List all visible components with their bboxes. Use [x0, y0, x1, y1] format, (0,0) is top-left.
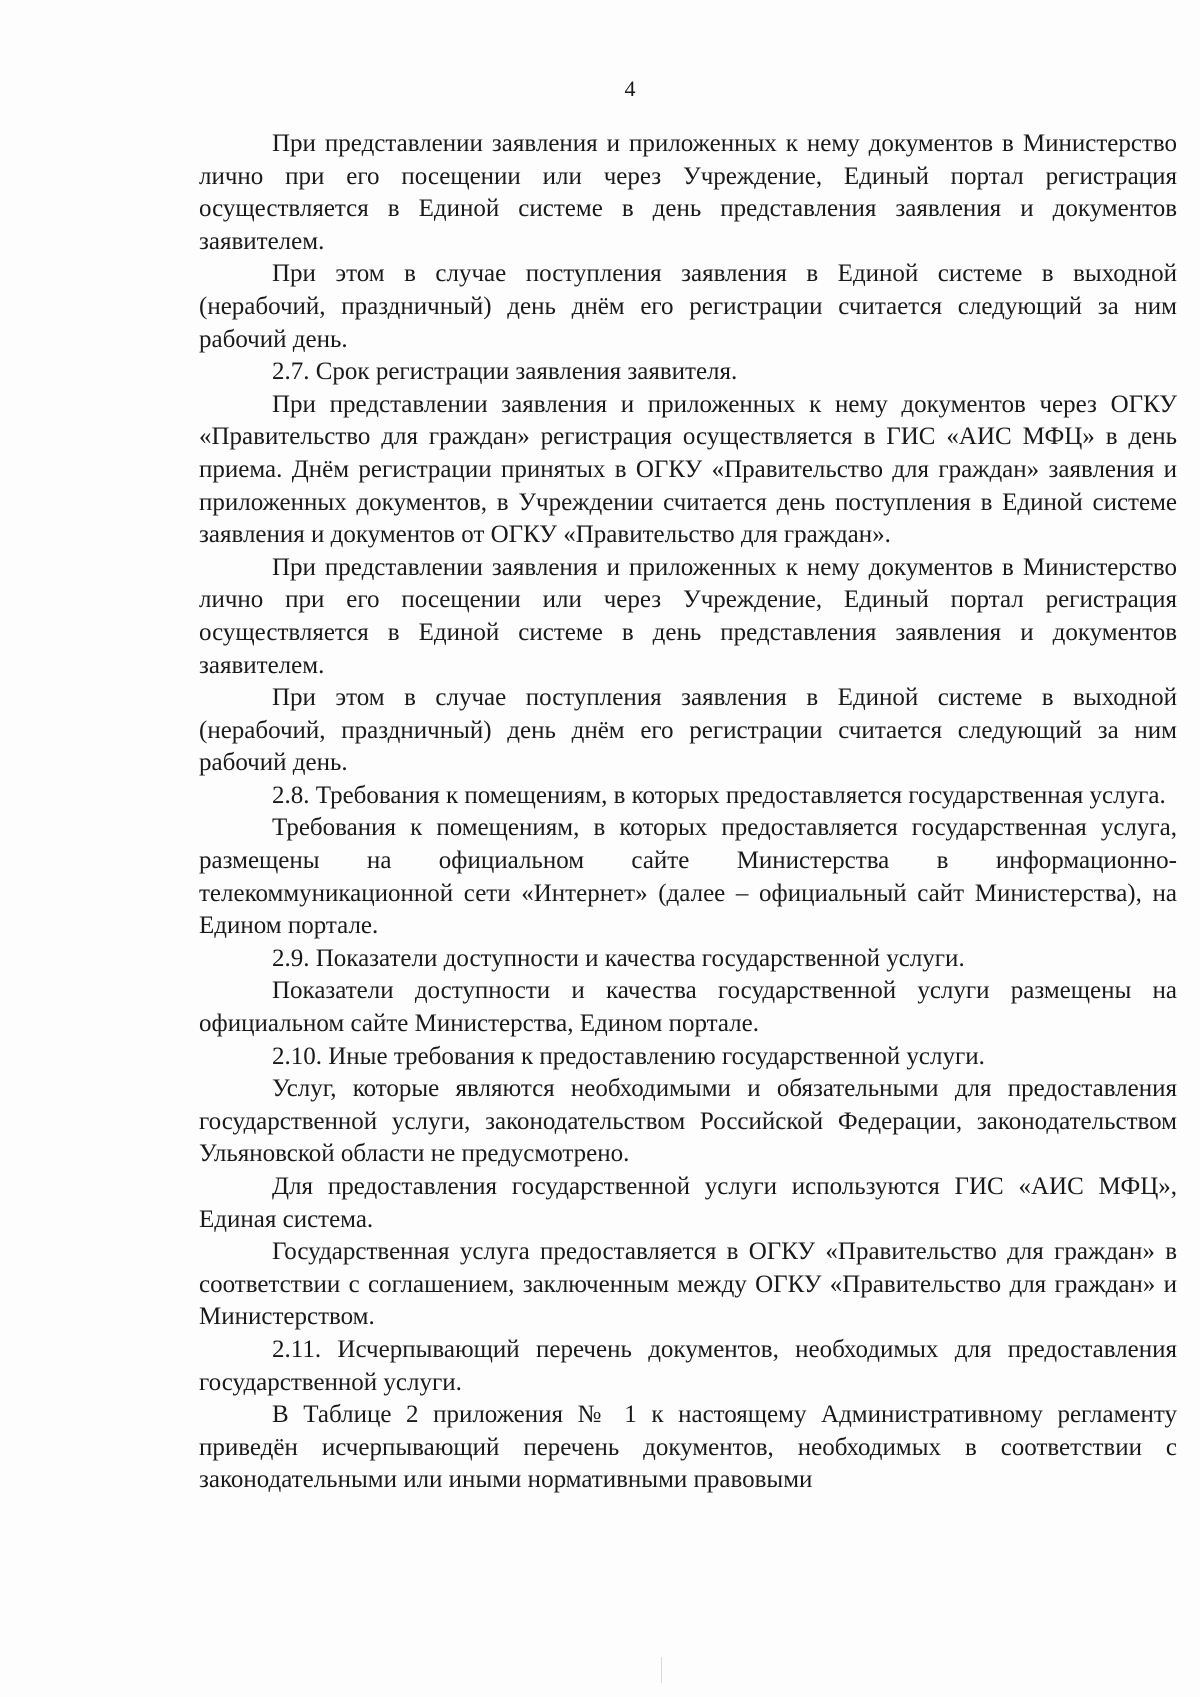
paragraph-weekend-registration-repeat: При этом в случае поступления заявления в Единой системе в выходной (нерабочий, праздничный) день днём его регистрации считается следующий за ним рабочий день. — [199, 684, 1177, 777]
paragraph-service-agreement: Государственная услуга предоставляется в ОГКУ «Правительство для граждан» в соответствии с соглашением, заключенным между ОГКУ «Правительство для граждан» и Министерством. — [199, 1238, 1177, 1331]
scan-artifact-line — [661, 1657, 662, 1683]
paragraph-quality-indicators: Показатели доступности и качества государственной услуги размещены на официальном сайте Министерства, Едином портале. — [199, 977, 1177, 1038]
section-heading-2-11: 2.11. Исчерпывающий перечень документов, необходимых для предоставления государственной услуги. — [199, 1335, 1177, 1396]
paragraph-documents-list: В Таблице 2 приложения № 1 к настоящему Административному регламенту приведён исчерпывающий перечень документов, необходимых в соответствии с законодательными или иными нормативными правовыми — [199, 1401, 1177, 1494]
paragraph-registration-ogku: При представлении заявления и приложенных к нему документов через ОГКУ «Правительство для граждан» регистрация осуществляется в ГИС «АИС МФЦ» в день приема. Днём регистрации принятых в ОГКУ «Правительство для граждан» заявления и приложенных документов, в Учреждении считается день поступления в Единой системе заявления и документов от ОГКУ «Правительство для граждан». — [199, 390, 1177, 549]
paragraph-mandatory-services: Услуг, которые являются необходимыми и обязательными для предоставления государственной услуги, законодательством Российской Федерации, законодательством Ульяновской области не предусмотрено. — [199, 1075, 1177, 1168]
section-heading-2-9: 2.9. Показатели доступности и качества государственной услуги. — [272, 944, 965, 972]
paragraph-registration-ministry: При представлении заявления и приложенных к нему документов в Министерство лично при его посещении или через Учреждение, Единый портал регистрация осуществляется в Единой системе в день представления заявления и документов заявителем. — [199, 130, 1177, 255]
page-number: 4 — [624, 76, 636, 101]
section-heading-2-8: 2.8. Требования к помещениям, в которых предоставляется государственная услуга. — [272, 781, 1166, 809]
section-heading-2-7: 2.7. Срок регистрации заявления заявителя. — [272, 358, 738, 386]
paragraph-registration-ministry-repeat: При представлении заявления и приложенных к нему документов в Министерство лично при его посещении или через Учреждение, Единый портал регистрация осуществляется в Единой системе в день представления заявления и документов заявителем. — [199, 553, 1177, 679]
paragraph-weekend-registration: При этом в случае поступления заявления в Единой системе в выходной (нерабочий, праздничный) день днём его регистрации считается следующий за ним рабочий день. — [199, 260, 1177, 353]
paragraph-premises-requirements: Требования к помещениям, в которых предоставляется государственная услуга, размещены на официальном сайте Министерства в информационно-телекоммуникационной сети «Интернет» (далее – официальный сайт Министерства), на Едином портале. — [199, 814, 1177, 940]
paragraph-information-systems: Для предоставления государственной услуги используются ГИС «АИС МФЦ», Единая система. — [199, 1173, 1177, 1233]
document-body — [199, 128, 1177, 1497]
section-heading-2-10: 2.10. Иные требования к предоставлению государственной услуги. — [272, 1042, 985, 1070]
